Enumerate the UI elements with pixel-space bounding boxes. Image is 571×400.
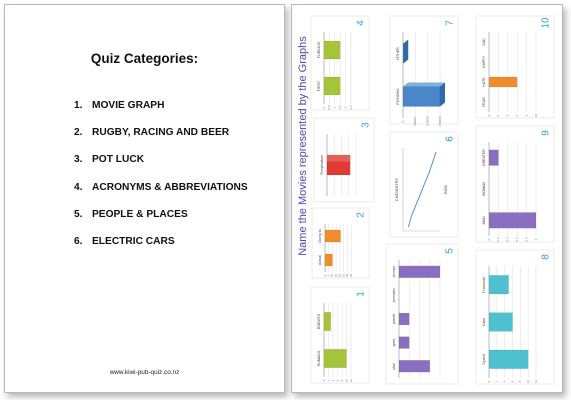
category-label: Temperature <box>319 154 324 176</box>
tick-label: 0 <box>322 274 327 277</box>
tick-label: 0 <box>400 120 405 123</box>
graph-8 <box>476 250 554 384</box>
tick-label: 2 <box>496 114 501 117</box>
bar-highlight <box>327 155 350 162</box>
tick-label: 6 <box>510 380 515 383</box>
page-title: Quiz Categories: <box>90 51 199 66</box>
tick-label: 10 <box>344 378 349 383</box>
bar <box>324 77 340 95</box>
list-item-label: ELECTRIC CARS <box>92 235 175 247</box>
graph-7 <box>390 16 458 127</box>
bar-3d-side <box>403 40 408 64</box>
category-label: primates <box>391 288 396 303</box>
list-item-label: RUGBY, RACING AND BEER <box>92 127 230 139</box>
graph-1 <box>311 287 369 383</box>
tick-label: 5 <box>326 274 331 277</box>
tick-label: 4 <box>330 379 335 382</box>
graph-number: 10 <box>540 17 552 29</box>
bar <box>489 150 498 166</box>
tick-label: 8 <box>524 114 529 117</box>
tick-label: 8 <box>518 380 523 383</box>
tick-label: 0 <box>486 380 491 383</box>
graph-number: 6 <box>444 136 456 142</box>
graph-frame <box>390 16 458 127</box>
list-item-label: POT LUCK <box>92 154 145 166</box>
category-label: OTHER <box>395 47 400 60</box>
tick-label: 0.5 <box>327 105 332 110</box>
tick-label: 30 <box>345 273 350 278</box>
category-label: plan <box>391 362 396 370</box>
bar <box>324 41 340 59</box>
bar-3d-top <box>403 83 445 87</box>
graph-4 <box>311 16 369 110</box>
list-item-number: 4. <box>74 181 83 193</box>
graph-2 <box>312 208 369 278</box>
category-label: FURIOUS <box>316 41 321 59</box>
list-item-number: 5. <box>74 208 83 220</box>
tick-label: 12 <box>348 378 353 383</box>
tick-label: 4 <box>502 380 507 383</box>
tick-label: 2 <box>343 106 348 109</box>
tick-label: 0 <box>486 238 491 241</box>
category-label: GREATER <box>481 149 486 167</box>
list-item-label: ACRONYMS & ABBREVIATIONS <box>92 181 248 193</box>
category-label: ROBOTS <box>316 313 321 330</box>
bar <box>489 213 536 229</box>
bar <box>399 360 430 372</box>
bar <box>324 312 331 331</box>
bar <box>489 350 528 369</box>
bar <box>399 337 409 349</box>
tick-label: 150000 <box>437 116 442 127</box>
category-label: Cyclist <box>481 354 486 365</box>
bar <box>399 266 440 278</box>
tick-label: 0.2 <box>496 237 501 242</box>
tick-label: 12 <box>533 379 538 384</box>
graph-number: 2 <box>355 212 367 218</box>
tick-label: 1 <box>332 106 337 109</box>
tick-label: 10 <box>533 113 538 118</box>
list-item-number: 1. <box>74 100 83 111</box>
tick-label: 8 <box>339 379 344 382</box>
category-label: HATE <box>481 77 486 87</box>
category-label: WOMAN <box>481 181 486 197</box>
category-label: FEAR <box>481 97 486 107</box>
tick-label: 1.5 <box>337 105 342 110</box>
category-label: apes <box>391 338 396 347</box>
category-label: Going to <box>317 229 322 243</box>
category-label: HAPPY <box>481 55 486 69</box>
list-item-label: PEOPLE & PLACES <box>92 208 188 220</box>
category-label: Prosecute <box>481 276 486 293</box>
graph-5 <box>386 244 458 384</box>
list-item-number: 3. <box>74 154 83 166</box>
graph-3 <box>314 118 374 202</box>
category-label: chimps <box>391 266 396 278</box>
category-label: SAD <box>481 38 486 46</box>
graph-10 <box>476 16 554 118</box>
bar <box>489 77 517 87</box>
tick-label: 50000 <box>413 117 418 126</box>
bar <box>325 254 332 266</box>
tick-label: 20 <box>337 273 342 278</box>
category-label: Cake <box>481 317 486 327</box>
graph-number: 9 <box>540 130 552 136</box>
category-label: HUMANS <box>316 350 321 367</box>
tick-label: 10 <box>330 273 335 278</box>
tick-label: 6 <box>335 379 340 382</box>
tick-label: 35 <box>348 273 353 278</box>
page-heading: Name the Movies represented by the Graphs <box>296 36 309 256</box>
tick-label: 2 <box>326 379 331 382</box>
list-item-label: MOVIE GRAPH <box>92 100 165 111</box>
tick-label: 100000 <box>425 116 430 127</box>
bar <box>325 230 341 242</box>
graph-number: 7 <box>444 20 456 26</box>
tick-label: 0.6 <box>514 237 519 242</box>
list-item-number: 2. <box>74 127 83 139</box>
tick-label: 25 <box>341 273 346 278</box>
category-label: Actual <box>317 255 322 265</box>
graph-number: 4 <box>355 20 367 26</box>
bar <box>489 313 513 332</box>
axis-label: CHEMISTRY <box>394 177 400 202</box>
bar <box>403 87 440 107</box>
tick-label: 6 <box>514 114 519 117</box>
tick-label: 0 <box>321 106 326 109</box>
axis-label: RISK <box>443 184 449 195</box>
tick-label: 1 <box>533 238 538 241</box>
tick-label: 0.8 <box>524 237 529 242</box>
tick-label: 10 <box>525 379 530 384</box>
bar <box>324 349 347 368</box>
category-label: POTIONS <box>395 88 400 105</box>
list-item-number: 6. <box>74 235 83 247</box>
graph-number: 1 <box>355 291 367 297</box>
category-label: FIRST <box>316 80 321 92</box>
graph-number: 5 <box>444 248 456 254</box>
category-label: MAN <box>481 216 486 225</box>
website-footer: www.kiwi-pub-quiz.co.nz <box>109 369 180 376</box>
graph-6 <box>390 132 458 237</box>
graph-number: 3 <box>360 122 372 128</box>
tick-label: 2.5 <box>348 105 353 110</box>
bar <box>399 313 409 325</box>
tick-label: 4 <box>505 114 510 117</box>
tick-label: 15 <box>333 273 338 278</box>
graph-number: 8 <box>540 254 552 260</box>
graph-9 <box>476 126 554 242</box>
tick-label: 0.4 <box>505 237 510 242</box>
graph-frame <box>476 16 554 118</box>
bar-3d-side <box>440 83 445 107</box>
category-label: planet <box>391 314 396 324</box>
graph-frame <box>311 287 369 383</box>
tick-label: 0 <box>321 379 326 382</box>
bar <box>489 275 509 294</box>
tick-label: 2 <box>494 380 499 383</box>
tick-label: 0 <box>486 114 491 117</box>
